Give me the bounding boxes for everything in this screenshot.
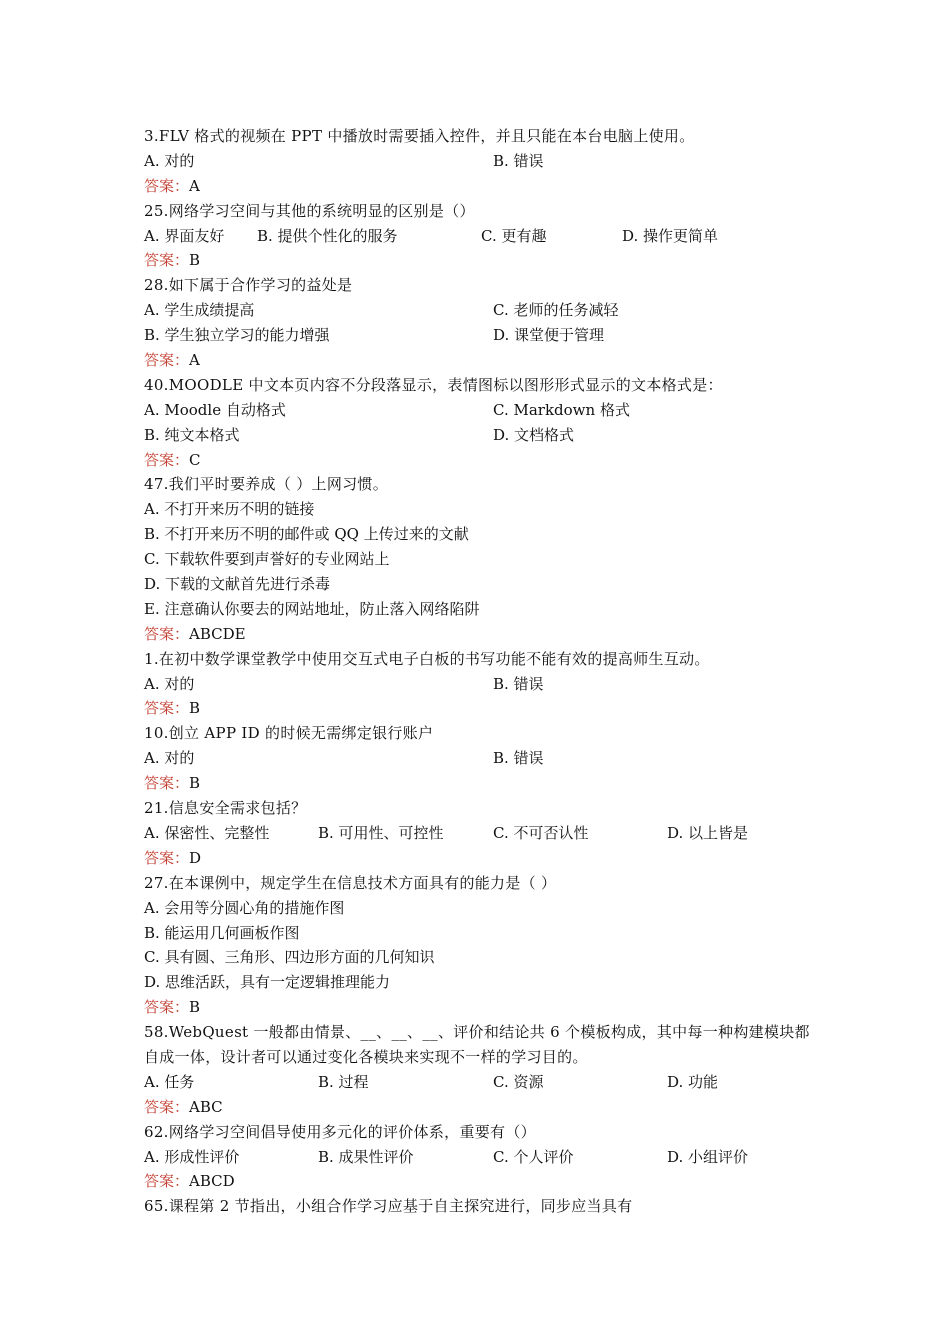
answer-option: B. 提供个性化的服务 (257, 226, 398, 245)
answer-option: C. 个人评价 (493, 1147, 574, 1166)
answer-option: A. 任务 (144, 1072, 195, 1091)
option-row (144, 423, 814, 448)
answer-option: A. Moodle 自动格式 (144, 400, 286, 419)
option-row (144, 597, 814, 622)
answer-value: C (189, 450, 201, 469)
answer-option: D. 下载的文献首先进行杀毒 (144, 575, 331, 594)
answer-option: C. 具有圆、三角形、四边形方面的几何知识 (144, 948, 435, 967)
answer-label: 答案： (144, 848, 190, 867)
answer-option: B. 可用性、可控性 (318, 823, 444, 842)
answer-option: D. 操作更简单 (622, 226, 719, 245)
answer-line (144, 448, 814, 473)
answer-line (144, 174, 814, 199)
option-row (144, 547, 814, 572)
answer-option: A. 会用等分圆心角的措施作图 (144, 898, 345, 917)
answer-value: ABC (189, 1097, 223, 1116)
answer-option: C. 资源 (493, 1072, 544, 1091)
answer-label: 答案： (144, 176, 190, 195)
answer-option: D. 以上皆是 (667, 823, 749, 842)
answer-option: A. 对的 (144, 674, 195, 693)
answer-label: 答案： (144, 774, 190, 793)
option-row (144, 497, 814, 522)
question-text: 40.MOODLE 中文本页内容不分段落显示，表情图标以图形形式显示的文本格式是： (144, 375, 723, 394)
answer-option: A. 学生成绩提高 (144, 301, 255, 320)
question-text: 21.信息安全需求包括？ (144, 799, 307, 818)
question-text: 1.在初中数学课堂教学中使用交互式电子白板的书写功能不能有效的提高师生互动。 (144, 649, 710, 668)
answer-option: B. 错误 (493, 749, 544, 768)
option-row (144, 672, 814, 697)
answer-label: 答案： (144, 251, 190, 270)
option-row (144, 896, 814, 921)
answer-label: 答案： (144, 624, 190, 643)
answer-label: 答案： (144, 699, 190, 718)
answer-option: C. 老师的任务减轻 (493, 301, 619, 320)
answer-value: D (189, 848, 202, 867)
option-row (144, 921, 814, 946)
answer-line (144, 622, 814, 647)
answer-option: D. 课堂便于管理 (493, 326, 605, 345)
answer-option: A. 对的 (144, 151, 195, 170)
option-row (144, 746, 814, 771)
answer-option: A. 不打开来历不明的链接 (144, 500, 315, 519)
answer-option: C. 不可否认性 (493, 823, 589, 842)
answer-label: 答案： (144, 998, 190, 1017)
answer-value: B (189, 998, 201, 1017)
answer-option: D. 思维活跃，具有一定逻辑推理能力 (144, 973, 391, 992)
answer-value: A (189, 176, 200, 195)
option-row (144, 149, 814, 174)
answer-option: B. 错误 (493, 674, 544, 693)
question-text: 62.网络学习空间倡导使用多元化的评价体系，重要有（） (144, 1122, 536, 1141)
answer-label: 答案： (144, 450, 190, 469)
answer-option: B. 能运用几何画板作图 (144, 923, 300, 942)
option-row (144, 970, 814, 995)
option-row (144, 298, 814, 323)
option-row (144, 945, 814, 970)
question-text: 47.我们平时要养成（ ）上网习惯。 (144, 475, 389, 494)
answer-option: A. 保密性、完整性 (144, 823, 270, 842)
question-text: 65.课程第 2 节指出，小组合作学习应基于自主探究进行，同步应当具有 (144, 1197, 633, 1216)
answer-line (144, 846, 814, 871)
option-row (144, 821, 814, 846)
answer-label: 答案： (144, 1097, 190, 1116)
answer-value: ABCDE (189, 624, 246, 643)
question-text: 25.网络学习空间与其他的系统明显的区别是（） (144, 201, 475, 220)
answer-line (144, 248, 814, 273)
answer-line (144, 1169, 814, 1194)
answer-line (144, 771, 814, 796)
answer-option: C. Markdown 格式 (493, 400, 630, 419)
answer-line (144, 348, 814, 373)
answer-option: B. 成果性评价 (318, 1147, 414, 1166)
answer-value: B (189, 699, 201, 718)
answer-line (144, 1095, 814, 1120)
question-text: 27.在本课例中，规定学生在信息技术方面具有的能力是（ ） (144, 873, 557, 892)
answer-option: C. 更有趣 (481, 226, 547, 245)
option-row (144, 323, 814, 348)
question-text: 58.WebQuest 一般都由情景、__、__、__、评价和结论共 6 个模板构成，其中每一种构建模块都自成一体，设计者可以通过变化各模块来实现不一样的学习目的。 (144, 1023, 810, 1066)
answer-option: B. 不打开来历不明的邮件或 QQ 上传过来的文献 (144, 525, 469, 544)
question-list (144, 124, 814, 1219)
option-row (144, 224, 814, 249)
answer-option: B. 过程 (318, 1072, 369, 1091)
option-row (144, 398, 814, 423)
answer-option: A. 界面友好 (144, 226, 225, 245)
question-text: 28.如下属于合作学习的益处是 (144, 276, 353, 295)
answer-option: A. 对的 (144, 749, 195, 768)
answer-label: 答案： (144, 351, 190, 370)
option-row (144, 522, 814, 547)
answer-value: ABCD (189, 1172, 235, 1191)
answer-option: C. 下载软件要到声誉好的专业网站上 (144, 550, 390, 569)
option-row (144, 1070, 814, 1095)
answer-option: D. 小组评价 (667, 1147, 749, 1166)
answer-value: A (189, 351, 200, 370)
question-text: 3.FLV 格式的视频在 PPT 中播放时需要插入控件，并且只能在本台电脑上使用。 (144, 127, 695, 145)
option-row (144, 572, 814, 597)
answer-option: A. 形成性评价 (144, 1147, 240, 1166)
answer-option: B. 错误 (493, 151, 544, 170)
answer-option: D. 功能 (667, 1072, 719, 1091)
answer-option: D. 文档格式 (493, 425, 575, 444)
option-row (144, 1145, 814, 1170)
answer-label: 答案： (144, 1172, 190, 1191)
answer-option: B. 纯文本格式 (144, 425, 240, 444)
question-text: 10.创立 APP ID 的时候无需绑定银行账户 (144, 724, 434, 743)
answer-option: B. 学生独立学习的能力增强 (144, 326, 330, 345)
answer-value: B (189, 251, 201, 270)
answer-line (144, 696, 814, 721)
answer-option: E. 注意确认你要去的网站地址，防止落入网络陷阱 (144, 599, 480, 618)
answer-line (144, 995, 814, 1020)
answer-value: B (189, 774, 201, 793)
